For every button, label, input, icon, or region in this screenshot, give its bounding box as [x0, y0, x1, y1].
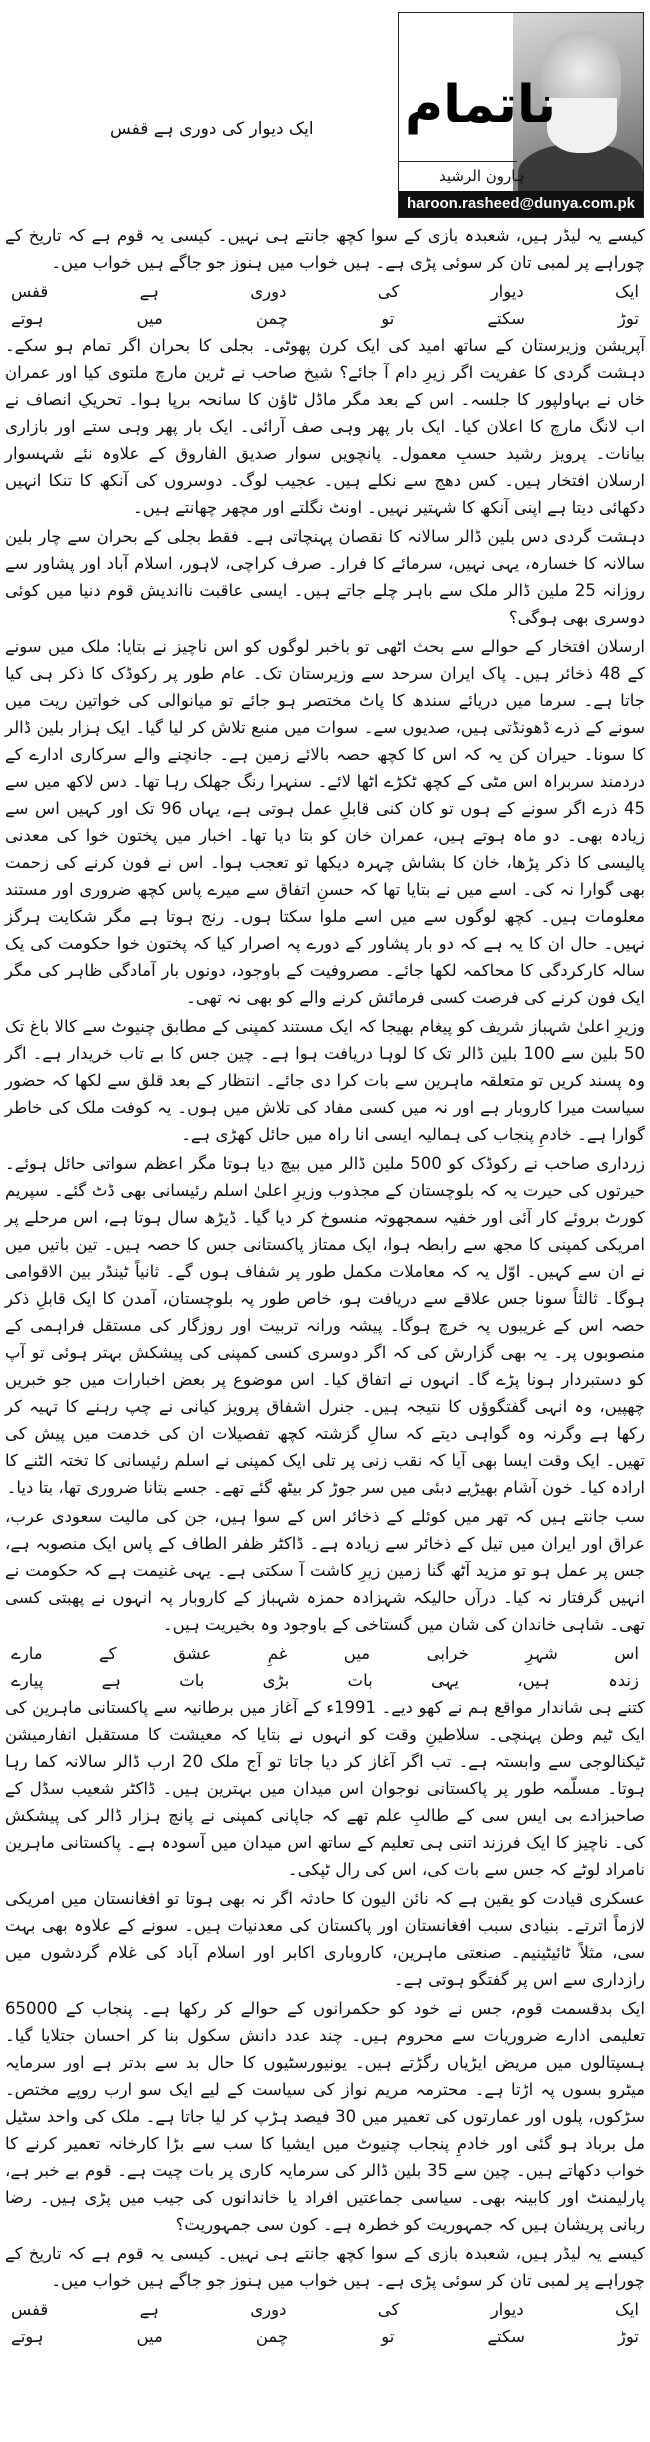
- verse-word: سکتے: [487, 309, 525, 328]
- verse-word: پیارے: [11, 1671, 44, 1690]
- verse-word: ہوتے: [11, 309, 44, 328]
- verse-line: [5, 1667, 645, 1694]
- article-body: [0, 222, 650, 2350]
- verse-line: [5, 305, 645, 332]
- verse-word: یہی: [430, 1671, 459, 1690]
- paragraph: سب جانتے ہیں کہ تھر میں کوئلے کے ذخائر اس کے سوا ہیں، جن کی مالیت سعودی عرب، عراق اور ایران میں تیل کے ذخائر سے زیادہ ہے۔ ڈاکٹر ظفر الطاف کے پاس ایک منصوبہ ہے، جس پر عمل ہو تو مزید آٹھ گنا زمین زیرِ کاشت آ سکتی ہے۔ یہی غنیمت ہے کہ حکومت نے انہیں گرفتار نہ کیا۔ درآں حالیکہ شہزادہ حمزہ شہباز کے کاروبار پہ انہوں نے پھبتی کسی تھی۔ شاہی خاندان کی شان میں گستاخی کے باوجود وہ بخیریت ہیں۔: [5, 1507, 645, 1634]
- article-title: ایک دیوار کی دوری ہے قفس: [110, 119, 314, 139]
- column-header: [0, 0, 650, 222]
- verse-word: غمِ: [267, 1644, 288, 1663]
- verse-word: سکتے: [487, 2327, 525, 2346]
- verse-line: [5, 1640, 645, 1667]
- verse-word: ہوتے: [11, 2327, 44, 2346]
- verse-line: [5, 2296, 645, 2323]
- verse-word: زندہ: [608, 1671, 639, 1690]
- verse-word: شہرِ: [525, 1644, 558, 1663]
- divider: [399, 161, 517, 162]
- paragraph: آپریشن وزیرستان کے ساتھ امید کی ایک کرن پھوٹی۔ بجلی کا بحران اگر تمام ہو سکے۔ دہشت گردی کا عفریت اگر زیرِ دام آ جائے؟ شیخ صاحب نے ٹرین مارچ ملتوی کیا اور عمران خاں نے بہاولپور کا جلسہ۔ اس کے بعد مگر ماڈل ٹاؤن کا سانحہ برپا ہوا۔ تحریکِ انصاف نے اب لانگ مارچ کا اعلان کیا۔ ایک بار پھر وہی صف آرائی۔ ایک بار پھر وہی ستے اور بازاری بیانات۔ پرویز رشید حسبِ معمول۔ پانچویں سوار صدیق الفاروق کے علاوہ نئے شہسوار ارسلان افتخار ہیں۔ کس دھج سے نکلے ہیں۔ عجیب لوگ۔ دوسروں کی آنکھ کا تنکا انہیں دکھائی دیتا ہے اپنی آنکھ کا شہتیر نہیں۔ اونٹ نگلتے اور مچھر چھانتے ہیں۔: [5, 336, 645, 517]
- column-logo-box: [398, 12, 644, 218]
- verse-word: چمن: [255, 309, 289, 328]
- paragraph: عسکری قیادت کو یقین ہے کہ نائن الیون کا حادثہ اگر نہ بھی ہوتا تو افغانستان میں امریکی لازماً اترتے۔ بنیادی سبب افغانستان اور پاکستان کی معدنیات ہیں۔ سونے کے علاوہ بھی بہت سی، مثلاً ٹائیٹینیم۔ صنعتی ماہرین، کاروباری اکابر اور اسلام آباد کی غلام گردشوں میں رازداری سے اس پر گفتگو ہوتی ہے۔: [5, 1889, 645, 1989]
- verse-word: دوری: [250, 2300, 287, 2319]
- paragraph: زرداری صاحب نے رکوڈک کو 500 ملین ڈالر میں بیچ دیا ہوتا مگر اعظم سواتی حائل ہوئے۔ حیرتوں کی حیرت یہ کہ بلوچستان کے مجذوب وزیرِ اعلیٰ اسلم رئیسانی بھی ڈٹ گئے۔ سپریم کورٹ بروئے کار آئی اور خفیہ سمجھوتہ منسوخ کر دیا گیا۔ ڈیڑھ سال ہوتا ہے، اس مرحلے پر امریکی کمپنی کا مجھ سے رابطہ ہوا، ایک ممتاز پاکستانی جس کا حصہ ہیں۔ تین باتیں میں نے ان سے کہیں۔ اوّل یہ کہ معاملات مکمل طور پر شفاف ہوں گے۔ ثانیاً ٹینڈر بین الاقوامی ہوگا۔ ثالثاً سونا جس علاقے سے دریافت ہو، خاص طور پہ بلوچستان، آمدن کا ایک قابلِ ذکر حصہ اس کے غریبوں پہ خرچ ہوگا۔ پیشہ ورانہ تربیت اور روزگار کی مستقل فراہمی کے منصوبوں پر۔ یہ بھی گزارش کی کہ اگر دوسری کسی کمپنی کی پیشکش بہتر ہوئی تو آپ کو دستبردار ہونا پڑے گا۔ انہوں نے اتفاق کیا۔ اس موضوع پر بعض اخبارات میں جو خبریں چھپیں، وہ انہی گفتگوؤں کا نتیجہ ہیں۔ جنرل اشفاق پرویز کیانی نے چپ رہنے کا تہیہ کر رکھا ہے وگرنہ وہ گواہی دیتے کہ سالِ گزشتہ کچھ تفصیلات ان کی خدمت میں پیش کی تھیں۔ ایک وقت ایسا بھی آیا کہ نقب زنی پر تلی ایک کمپنی نے اسلم رئیسانی کا تختہ الٹنے کا ارادہ کیا۔ خون آشام بھیڑیے دبئی میں سر جوڑ کر بیٹھ گئے تھے۔ جسے بتانا ضروری تھا، بتا دیا۔: [5, 1154, 645, 1497]
- verse-word: بات: [179, 1671, 205, 1690]
- verse-word: بڑی: [262, 1671, 290, 1690]
- verse-word: ہیں،: [517, 1671, 550, 1690]
- verse-word: بات: [347, 1671, 373, 1690]
- verse-word: کی: [377, 2300, 400, 2319]
- column-series-name: ناتمام: [405, 75, 557, 135]
- verse-word: میں: [343, 1644, 371, 1663]
- verse-word: ایک: [615, 282, 639, 301]
- verse-word: توڑ: [617, 309, 639, 328]
- verse-word: ہے: [139, 2300, 159, 2319]
- paragraph: کیسے یہ لیڈر ہیں، شعبدہ بازی کے سوا کچھ جانتے ہی نہیں۔ کیسی یہ قوم ہے کہ تاریخ کے چوراہے پر لمبی تان کر سوئی پڑی ہے۔ ہیں خواب میں ہنوز جو جاگے ہیں خواب میں۔: [5, 226, 645, 272]
- paragraph: کتنے ہی شاندار مواقع ہم نے کھو دیے۔ 1991ء کے آغاز میں برطانیہ سے پاکستانی ماہرین کی ایک ٹیم وطن پہنچی۔ سلاطینِ وقت کو انہوں نے بتایا کہ معیشت کا مستقبل انفارمیشن ٹیکنالوجی سے وابستہ ہے۔ تب اگر آغاز کر دیا جاتا تو آج ملک 20 ارب ڈالر سالانہ کما رہا ہوتا۔ مسلّمہ طور پر پاکستانی نوجوان اس میدان میں بہترین ہیں۔ ڈاکٹر شعیب سڈل کے صاحبزادے بی ایس سی کے طالبِ علم تھے کہ جاپانی کمپنی نے پانچ ہزار ڈالر کی پیشکش کی۔ ناچیز کا ایک فرزند اتنی ہی تعلیم کے ساتھ اس میدان میں آسودہ ہے۔ پاکستانی ماہرین نامراد لوٹے کہ جس سے بات کی، اس کی رال ٹپکی۔: [5, 1698, 646, 1879]
- verse-line: [5, 2323, 645, 2350]
- paragraph: وزیرِ اعلیٰ شہباز شریف کو پیغام بھیجا کہ ایک مستند کمپنی کے مطابق چنیوٹ سے کالا باغ تک 50 بلین سے 100 بلین ڈالر تک کا لوہا دریافت ہوا ہے۔ چین جس کا بے تاب خریدار ہے۔ اگر وہ پسند کریں تو متعلقہ ماہرین سے بات کرا دی جائے۔ انتظار کے بعد قلق سے لکھا کہ حضور سیاست میرا کاروبار ہے اور نہ میں کسی مفاد کی تلاش میں ہوں۔ یہ کوفت ملک کی خاطر گوارا ہے۔ خادمِ پنجاب کی ہمالیہ ایسی انا راہ میں حائل کھڑی ہے۔: [5, 1017, 645, 1144]
- verse-word: کے: [99, 1644, 117, 1663]
- verse-word: دیوار: [490, 282, 524, 301]
- verse-word: قفس: [11, 2300, 49, 2319]
- verse-word: عشق: [172, 1644, 212, 1663]
- verse-word: خرابی: [426, 1644, 469, 1663]
- paragraph: ارسلان افتخار کے حوالے سے بحث اٹھی تو باخبر لوگوں کو اس ناچیز نے بتایا: ملک میں سونے کے 48 ذخائر ہیں۔ پاک ایران سرحد سے وزیرستان تک۔ عام طور پر رکوڈک کا ذکر ہی کیا جاتا ہے۔ سرما میں دریائے سندھ کا پاٹ مختصر ہو جائے تو میانوالی کی خواتین ریت میں سونے کے ذرے ڈھونڈتی ہیں، صدیوں سے۔ سوات میں منبع تلاش کر لیا گیا۔ ایک ہزار بلین ڈالر کا سونا۔ حیران کن یہ کہ اس کا کچھ حصہ بالائے زمین ہے۔ جانچنے والے سرکاری ادارے کے دردمند سربراہ اس مٹی کے کچھ ٹکڑے اٹھا لائے۔ سنہرا رنگ جھلک رہا تھا۔ دس لاکھ میں سے 45 ذرے اگر سونے کے ہوں تو کان کنی قابلِ عمل ہوتی ہے، یہاں 96 تک اور کہیں اس سے زیادہ بھی۔ دو ماہ ہوتے ہیں، عمران خان کو بتا دیا تھا۔ اخبار میں پختون خوا کی معدنی پالیسی کا ذکر پڑھا، خان کا بشاش چہرہ دیکھا تو تعجب ہوا۔ اس نے فون کرنے کی زحمت بھی گوارا نہ کی۔ اسے میں نے بتایا تھا کہ حسنِ اتفاق سے میرے پاس کچھ ضروری اور مستند معلومات ہیں۔ کچھ لوگوں سے میں اسے ملوا سکتا ہوں۔ رنج ہوتا ہے مگر شکایت ہرگز نہیں۔ حال ان کا یہ ہے کہ دو بار پشاور کے دورے پہ اصرار کیا کہ پختون خوا حکومت کی یک سالہ کارکردگی کا محاکمہ لکھا جائے۔ مصروفیت کے باوجود، دونوں بار آمادگی ظاہر کی مگر ایک فون کرنے کی فرصت کسی فرمائش کرنے والے کو بھی نہ تھی۔: [5, 637, 646, 1007]
- verse-word: میں: [136, 309, 163, 328]
- verse-word: اس: [614, 1644, 639, 1663]
- verse-word: میں: [136, 2327, 163, 2346]
- verse-word: دیوار: [490, 2300, 524, 2319]
- paragraph: ایک بدقسمت قوم، جس نے خود کو حکمرانوں کے حوالے کر رکھا ہے۔ پنجاب کے 65000 تعلیمی ادارے ضروریات سے محروم ہیں۔ چند عدد دانش سکول بنا کر احسان جتلایا گیا۔ ہسپتالوں میں مریض ایڑیاں رگڑتے ہیں۔ یونیورسٹیوں کا حال بد سے بدتر ہے اور سرمایہ میٹرو بسوں پہ اڑتا ہے۔ محترمہ مریم نواز کی سیاست کے لیے ایک سو ارب روپے مختص۔ سڑکوں، پلوں اور عمارتوں کی تعمیر میں 30 فیصد ہڑپ کر لیا جاتا ہے۔ ملک کی واحد سٹیل مل برباد ہو گئی اور خادمِ پنجاب چنیوٹ میں ایشیا کا سب سے بڑا کارخانہ تعمیر کرنے کا خواب دکھاتے ہیں۔ چین سے 35 بلین ڈالر کی سرمایہ کاری پر بات چیت ہے۔ قوم بے خبر ہے، پارلیمنٹ اور کابینہ بھی۔ سیاسی جماعتیں افراد یا خاندانوں کی جیب میں پڑی ہیں۔ رضا ربانی پریشان ہیں کہ جمہوریت کو خطرہ ہے۔ کون سی جمہوریت؟: [5, 1999, 645, 2234]
- verse-word: تو: [381, 309, 395, 328]
- verse-line: [5, 278, 645, 305]
- verse-word: ہے: [101, 1671, 121, 1690]
- verse-word: کی: [377, 282, 400, 301]
- verse-word: ایک: [615, 2300, 639, 2319]
- paragraph: کیسے یہ لیڈر ہیں، شعبدہ بازی کے سوا کچھ جانتے ہی نہیں۔ کیسی یہ قوم ہے کہ تاریخ کے چوراہے پر لمبی تان کر سوئی پڑی ہے۔ ہیں خواب میں ہنوز جو جاگے ہیں خواب میں۔: [5, 2244, 645, 2290]
- verse-word: دوری: [250, 282, 287, 301]
- author-email: haroon.rasheed@dunya.com.pk: [399, 191, 643, 217]
- author-name: ہارون الرشید: [439, 167, 525, 185]
- verse-word: ہے: [139, 282, 159, 301]
- verse-word: قفس: [11, 282, 49, 301]
- verse-word: مارے: [11, 1644, 43, 1663]
- paragraph: دہشت گردی دس بلین ڈالر سالانہ کا نقصان پہنچاتی ہے۔ فقط بجلی کے بحران سے چار بلین سالانہ کا خسارہ، یہی نہیں، سرمائے کا فرار۔ صرف کراچی، لاہور، اسلام آباد اور پشاور سے روزانہ 25 ملین ڈالر ملک سے باہر چلے جاتے ہیں۔ ایسی عاقبت نااندیش قوم دنیا میں کوئی دوسری بھی ہوگی؟: [5, 527, 645, 627]
- verse-word: تو: [381, 2327, 395, 2346]
- verse-word: چمن: [255, 2327, 289, 2346]
- verse-word: توڑ: [617, 2327, 639, 2346]
